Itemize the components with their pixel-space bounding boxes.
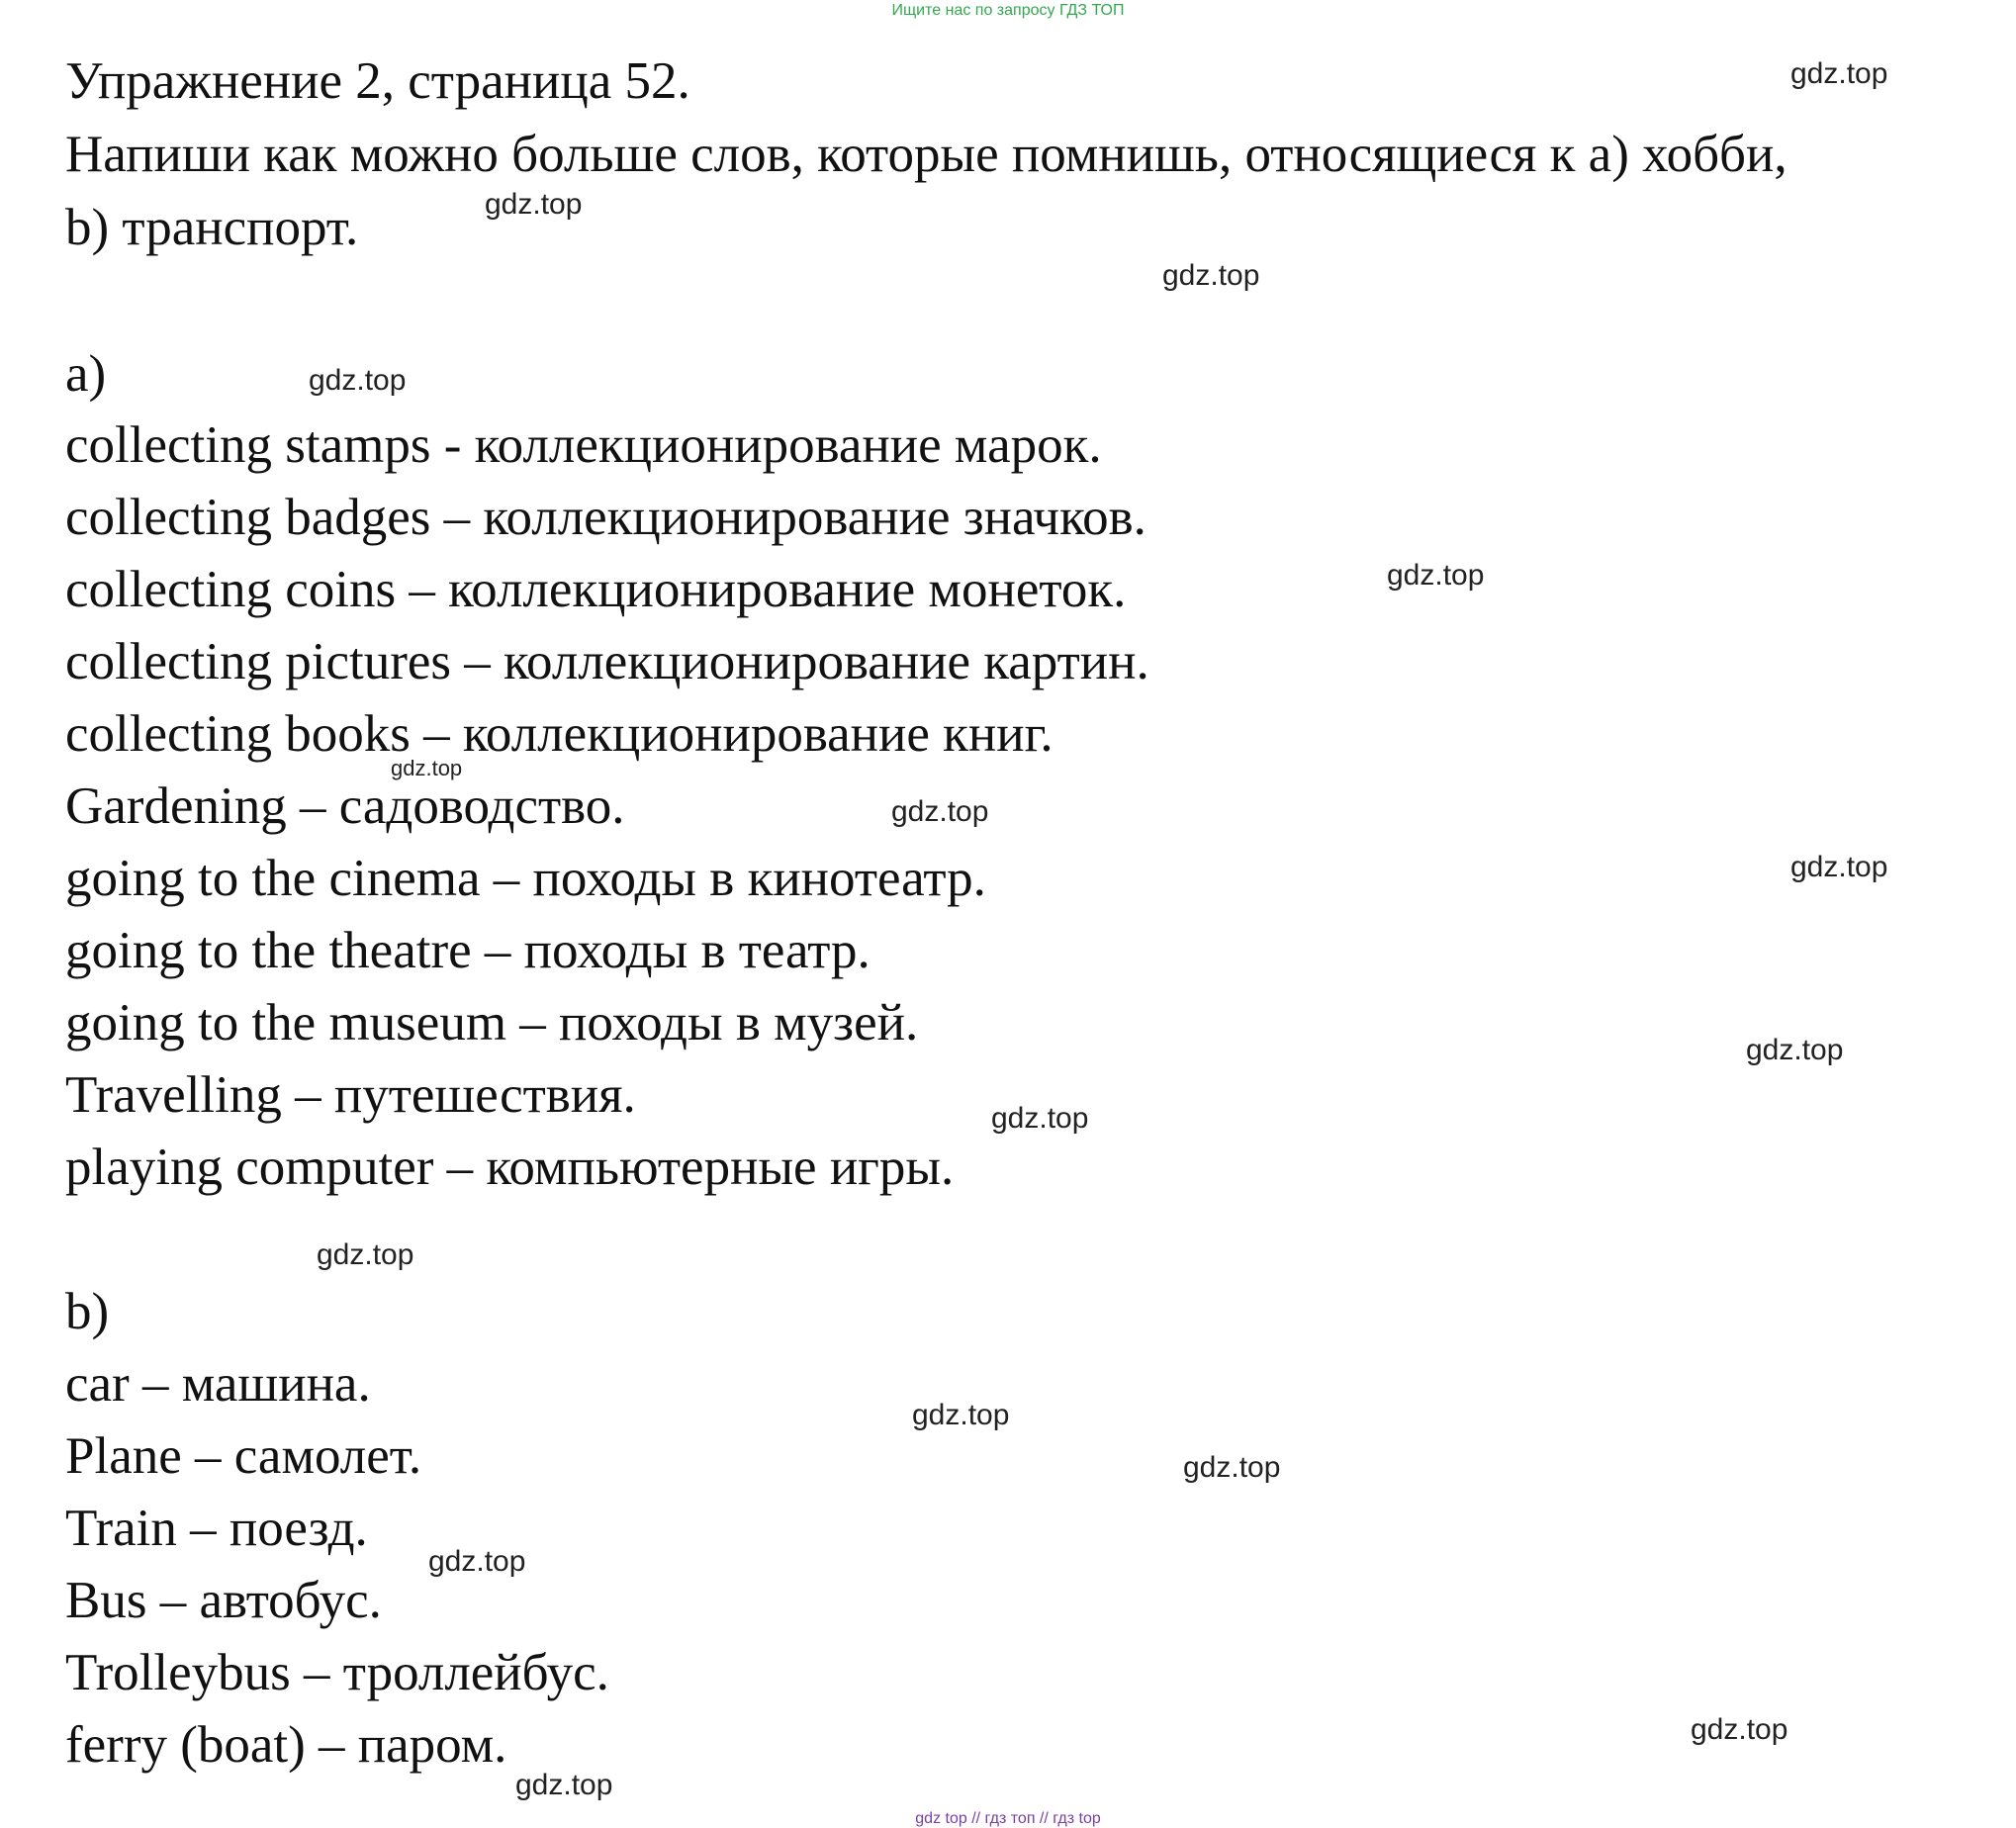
watermark: gdz.top [912,1399,1010,1431]
footer-links[interactable]: gdz top // гдз топ // гдз top [915,1810,1101,1827]
watermark: gdz.top [891,795,989,828]
section-b-label: b) [65,1283,110,1340]
hobby-item: Gardening – садоводство. [65,777,625,835]
hobby-item: collecting stamps - коллекционирование марок. [65,416,1102,474]
hobby-item: Travelling – путешествия. [65,1066,636,1124]
transport-item: Bus – автобус. [65,1572,382,1629]
transport-item: Trolleybus – троллейбус. [65,1644,609,1701]
watermark: gdz.top [1183,1451,1281,1484]
exercise-title: Упражнение 2, страница 52. [65,52,690,110]
task-line-1: Напиши как можно больше слов, которые помнишь, относящиеся к а) хобби, [65,126,1787,183]
watermark: gdz.top [485,188,583,221]
watermark: gdz.top [515,1769,613,1801]
transport-item: Plane – самолет. [65,1427,422,1485]
hobby-item: going to the museum – походы в музей. [65,994,919,1051]
transport-item: Train – поезд. [65,1500,368,1557]
watermark: gdz.top [991,1102,1089,1135]
hobby-item: going to the theatre – походы в театр. [65,922,871,979]
watermark: gdz.top [1746,1034,1844,1066]
hobby-item: collecting coins – коллекционирование монеток. [65,561,1127,618]
transport-item: ferry (boat) – паром. [65,1716,507,1774]
transport-item: car – машина. [65,1355,371,1413]
watermark: gdz.top [391,756,463,780]
watermark: gdz.top [1790,851,1888,883]
watermark: gdz.top [317,1238,414,1271]
task-line-2: b) транспорт. [65,199,359,256]
watermark: gdz.top [309,364,407,397]
watermark: gdz.top [1691,1713,1788,1746]
hobby-item: collecting badges – коллекционирование значков. [65,489,1146,546]
watermark: gdz.top [428,1545,526,1578]
hobby-item: collecting pictures – коллекционирование картин. [65,633,1149,690]
hobby-item: collecting books – коллекционирование книг. [65,705,1054,763]
search-hint-link[interactable]: Ищите нас по запросу ГДЗ ТОП [891,2,1125,19]
watermark: gdz.top [1790,57,1888,90]
watermark: gdz.top [1162,259,1260,292]
section-a-label: a) [65,345,107,403]
hobby-item: playing computer – компьютерные игры. [65,1139,955,1196]
watermark: gdz.top [1387,559,1485,592]
hobby-item: going to the cinema – походы в кинотеатр. [65,850,986,907]
